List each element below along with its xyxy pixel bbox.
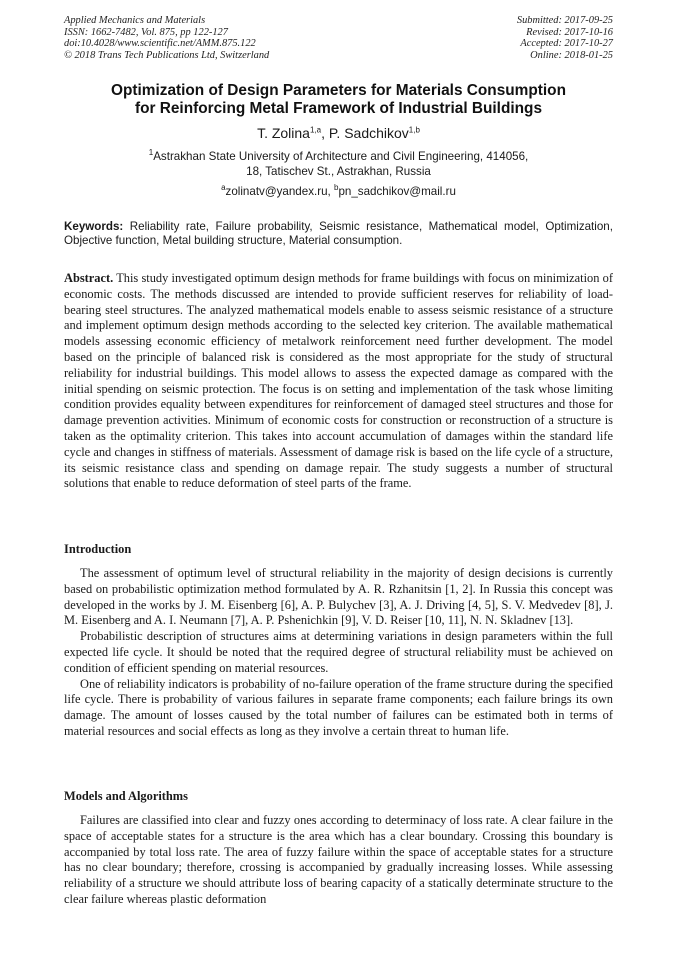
email-mark: a	[221, 183, 226, 193]
affiliation-line-2: 18, Tatischev St., Astrakhan, Russia	[246, 164, 431, 178]
keywords-label: Keywords:	[64, 220, 124, 233]
paper-title	[64, 82, 613, 118]
journal-copyright: © 2018 Trans Tech Publications Ltd, Switzerland	[64, 49, 270, 61]
journal-doi: doi:10.4028/www.scientific.net/AMM.875.122	[64, 38, 256, 50]
keywords	[64, 220, 613, 249]
author-emails: $^a$zolinatv@yandex.ru, $^b$pn_sadchikov@mail.ru	[221, 183, 456, 198]
paragraph: One of reliability indicators is probability of no-failure operation of the frame structure during the specified life cycle. There is probability of various failures in separate frame components; each failure brings its own damage. The amount of losses caused by the total number of failures can be estimated both in terms of material resources and social effects as long as they involve a certain threat to human life.	[64, 676, 613, 738]
abstract-label: Abstract.	[64, 271, 114, 285]
paragraph: Probabilistic description of structures aims at determining variations in design parameters within the full expected life cycle. It should be noted that the required degree of structural reliability must be achieved on condition of efficient spending on material resources.	[64, 629, 613, 675]
affiliation-mark: 1	[148, 148, 154, 158]
accepted-date: Accepted: 2017-10-27	[520, 38, 613, 50]
affiliation	[64, 150, 613, 179]
section-heading-introduction: Introduction	[64, 542, 132, 556]
keywords-text: Reliability rate, Failure probability, Seismic resistance, Mathematical model, Optimization, Objective function, Metal building structure, Material consumption.	[64, 220, 613, 248]
models-section	[64, 813, 613, 908]
section-heading-models: Models and Algorithms	[64, 789, 188, 803]
journal-issn: ISSN: 1662-7482, Vol. 875, pp 122-127	[64, 26, 228, 38]
affiliation-line-1: $^1$Astrakhan State University of Architecture and Civil Engineering, 414056,	[148, 148, 529, 163]
paragraph: The assessment of optimum level of structural reliability in the majority of design decisions is currently based on probabilistic optimization method formulated by A. R. Rzhanitsin [1, 2]. In Russia this concept was developed in the works by J. M. Eisenberg [6], A. P. Bulychev [3], A. J. Driving [4, 5], S. V. Medvedev [8], J. M. Eisenberg and A. I. Neumann [7], A. P. Pshenichkin [9], V. D. Reiser [10, 11], N. N. Skladnev [13].	[64, 566, 613, 628]
author-affiliation-mark: 1,b	[408, 125, 420, 135]
email-link[interactable]: pn_sadchikov@mail.ru	[338, 185, 456, 198]
abstract-text: This study investigated optimum design methods for frame buildings with focus on minimization of economic costs. The methods discussed are intended to provide sufficient reserves for reliability of load-bearing steel structures. The analyzed mathematical models enable to assess seismic resistance of a structure and implement optimum design methods according to the selected key criterion. The available mathematical models assessing economic efficiency of metalwork reinforcement need further development. The model based on the principle of balanced risk is considered as the most appropriate for the study of structural reliability for industrial buildings. This model allows to assess the expected damage as compared with the initial spending on seismic protection. The focus is on setting and implementation of the task whose limiting condition provides equality between expenditures for reinforcement of damaged steel structures and those for damage prevention activities. Minimum of economic costs for construction or reconstruction of a structure is taken as the optimality criterion. This takes into account accumulation of damages within the standard life cycle and changes in stiffness of materials. Assessment of damage risk is based on the life cycle of a structure, its seismic resistance class and spending on damage repair. The study suggests a number of structural solutions that enable to reduce deformation of steel parts of the frame.	[64, 271, 613, 491]
submitted-date: Submitted: 2017-09-25	[516, 15, 613, 26]
paragraph: Failures are classified into clear and fuzzy ones according to determinacy of loss rate. A clear failure in the space of acceptable states for a structure is the area which has a clear boundary. Crossing this boundary is accompanied by total loss rate. The area of fuzzy failure within the space of acceptable states for a structure has no clear boundary; therefore, crossing is accompanied by gradually increasing losses. While assessing reliability of a structure we should attribute loss of bearing capacity of a statically determinate structure to the clear failure whereas plastic deformation	[64, 813, 613, 906]
revised-date: Revised: 2017-10-16	[526, 26, 613, 38]
introduction-section	[64, 566, 613, 740]
journal-info	[64, 15, 269, 61]
title-line-1: Optimization of Design Parameters for Materials Consumption	[111, 82, 566, 99]
author-affiliation-mark: 1,a	[309, 125, 322, 135]
author-separator: ,	[321, 125, 329, 141]
email-link[interactable]: zolinatv@yandex.ru	[225, 185, 328, 198]
online-date: Online: 2018-01-25	[530, 49, 613, 61]
author-name: T. Zolina	[257, 125, 310, 141]
abstract	[64, 271, 613, 492]
submission-dates	[517, 15, 613, 61]
author-list	[64, 125, 613, 141]
journal-name: Applied Mechanics and Materials	[64, 15, 206, 26]
email-mark: b	[333, 183, 339, 193]
title-line-2: for Reinforcing Metal Framework of Industrial Buildings	[134, 100, 543, 117]
author-name: P. Sadchikov	[328, 125, 409, 141]
